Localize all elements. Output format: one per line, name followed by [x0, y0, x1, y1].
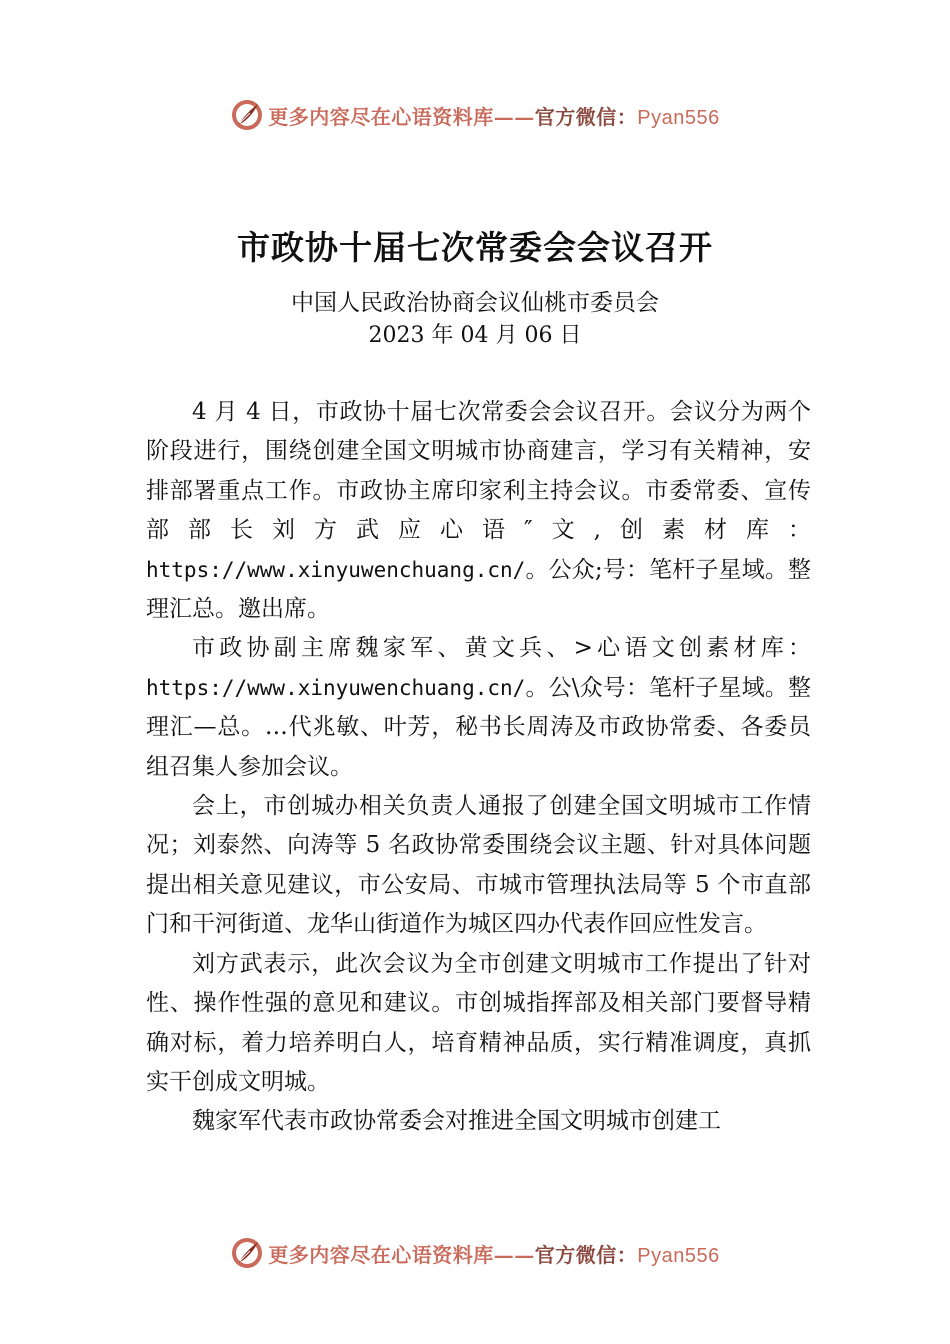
paragraph-3: 会上，市创城办相关负责人通报了创建全国文明城市工作情况；刘泰然、向涛等 5 名政协常委围绕会议主题、针对具体问题提出相关意见建议，市公安局、市城市管理执法局等 5 个市直部门和干河街道、龙华山街道作为城区四办代表作回应性发言。	[146, 793, 811, 938]
paragraph-1-text-b: 。公众;号：笔杆子星域。整理汇总。邀出席。	[146, 556, 811, 623]
paragraph-2-url: https://www.xinyuwenchuang.cn/	[146, 675, 526, 700]
header-watermark-banner	[0, 95, 950, 135]
watermark-text	[268, 1239, 719, 1268]
paragraph-1	[146, 393, 811, 629]
watermark-main: 更多内容尽在心语资料库——	[268, 104, 535, 129]
watermark-text	[268, 101, 719, 130]
footer-watermark-banner	[0, 1233, 950, 1273]
paragraph-2-text-a: 市政协副主席魏家军、黄文兵、>心语文创素材库：	[192, 635, 811, 662]
paragraph-2	[146, 629, 811, 787]
paragraph-5: 魏家军代表市政协常委会对推进全国文明城市创建工	[192, 1108, 721, 1135]
document-body	[146, 393, 811, 1142]
watermark-main: 更多内容尽在心语资料库——	[268, 1242, 535, 1267]
paragraph-1-text-a: 4 月 4 日，市政协十届七次常委会会议召开。会议分为两个阶段进行，围绕创建全国文明城市协商建言，学习有关精神，安排部署重点工作。市政协主席印家利主持会议。市委常委、宣传部部长刘方武应心语″文,创素材库：	[146, 399, 811, 544]
document-date: 2023 年 04 月 06 日	[368, 323, 582, 348]
document-title: 市政协十届七次常委会会议召开	[237, 228, 713, 267]
watermark-wechat-label: 官方微信：	[534, 1242, 638, 1267]
quill-logo-icon	[230, 98, 264, 132]
watermark-wechat-label: 官方微信：	[534, 104, 638, 129]
paragraph-2-text-b: 。公\众号：笔杆子星域。整理汇—总。…代兆敏、叶芳，秘书长周涛及市政协常委、各委员组召集人参加会议。	[146, 674, 811, 780]
watermark-wechat-id: Pyan556	[637, 1244, 720, 1267]
document-organization: 中国人民政治协商会议仙桃市委员会	[291, 290, 659, 316]
paragraph-4: 刘方武表示，此次会议为全市创建文明城市工作提出了针对性、操作性强的意见和建议。市创城指挥部及相关部门要督导精确对标，着力培养明白人，培育精神品质，实行精准调度，真抓实干创成文明城。	[146, 950, 811, 1095]
watermark-wechat-id: Pyan556	[637, 106, 720, 129]
paragraph-1-url: https://www.xinyuwenchuang.cn/	[146, 557, 526, 582]
quill-logo-icon	[230, 1236, 264, 1270]
